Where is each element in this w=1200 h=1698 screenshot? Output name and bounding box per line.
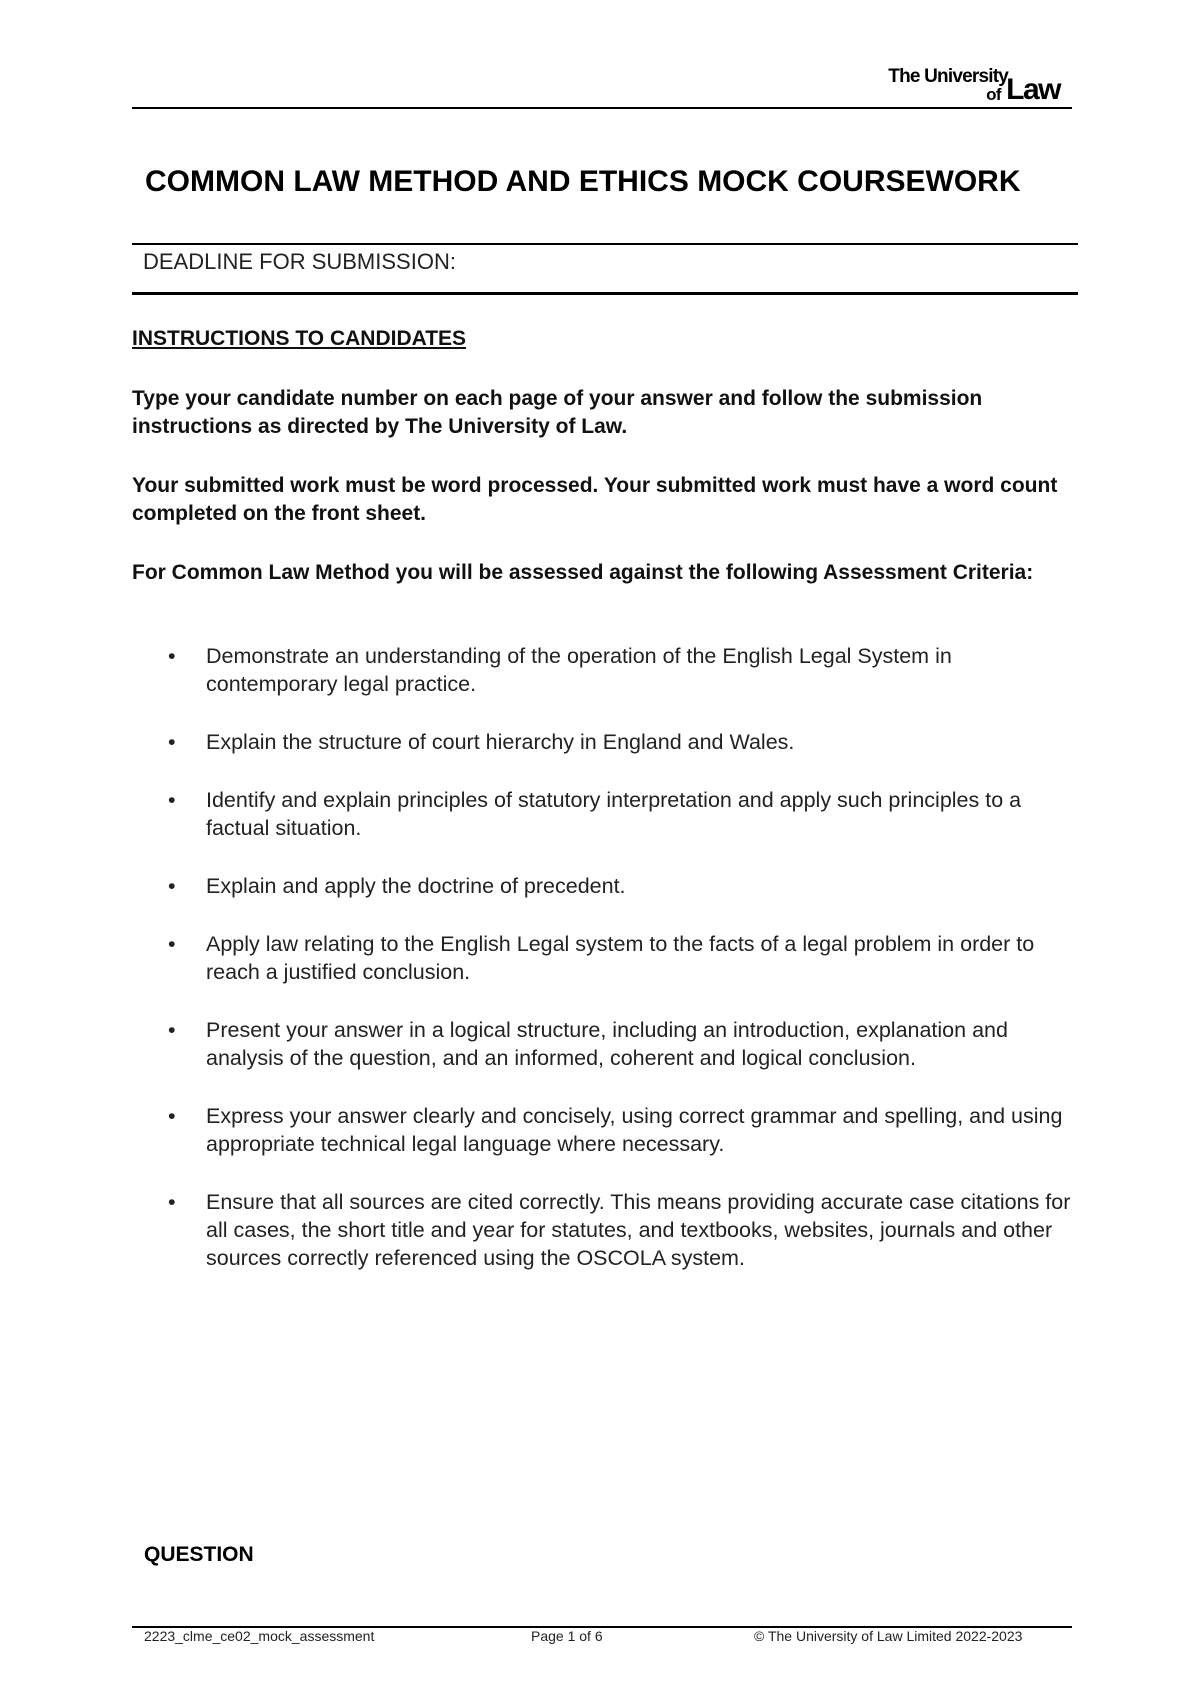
list-item — [132, 642, 1072, 698]
bullet-icon: • — [168, 644, 176, 668]
bullet-icon: • — [168, 932, 176, 956]
criterion-text: Identify and explain principles of statutory interpretation and apply such principles to a factual situation. — [206, 788, 1022, 840]
criterion-text: Explain and apply the doctrine of precedent. — [206, 874, 626, 898]
deadline-label: DEADLINE FOR SUBMISSION: — [143, 249, 456, 274]
criterion-text: Apply law relating to the English Legal system to the facts of a legal problem in order to reach a justified conclusion. — [206, 932, 1035, 984]
question-heading: QUESTION — [144, 1543, 254, 1566]
footer-copyright: © The University of Law Limited 2022-2023 — [754, 1628, 1023, 1644]
instruction-paragraph-1: Type your candidate number on each page of your answer and follow the submission instructions as directed by The University of Law. — [132, 387, 983, 438]
bullet-icon: • — [168, 730, 176, 754]
bullet-icon: • — [168, 874, 176, 898]
list-item — [132, 872, 1072, 900]
criterion-text: Ensure that all sources are cited correctly. This means providing accurate case citations for all cases, the short title and year for statutes, and textbooks, websites, journals and other sources correctly referenced using the OSCOLA system. — [206, 1190, 1071, 1270]
list-item — [132, 1188, 1072, 1272]
bullet-icon: • — [168, 1190, 176, 1214]
header-rule — [132, 107, 1072, 109]
bullet-icon: • — [168, 788, 176, 812]
footer-page-number: Page 1 of 6 — [531, 1628, 603, 1644]
instructions-heading: INSTRUCTIONS TO CANDIDATES — [132, 327, 467, 350]
footer-file-ref: 2223_clme_ce02_mock_assessment — [144, 1628, 375, 1644]
bullet-icon: • — [168, 1104, 176, 1128]
list-item — [132, 786, 1072, 842]
logo-line2: of — [986, 85, 1001, 104]
criterion-text: Express your answer clearly and concisely, using correct grammar and spelling, and using appropriate technical legal language where necessary. — [206, 1104, 1063, 1156]
document-title: COMMON LAW METHOD AND ETHICS MOCK COURSEWORK — [145, 165, 1021, 198]
deadline-rule — [132, 292, 1078, 295]
list-item — [132, 1016, 1072, 1072]
criterion-text: Demonstrate an understanding of the operation of the English Legal System in contemporary legal practice. — [206, 644, 952, 696]
list-item — [132, 728, 1072, 756]
bullet-icon: • — [168, 1018, 176, 1042]
list-item — [132, 930, 1072, 986]
logo-line1: The University — [888, 66, 1008, 87]
assessment-criteria-list — [132, 642, 1072, 1302]
criterion-text: Explain the structure of court hierarchy in England and Wales. — [206, 730, 795, 754]
instruction-paragraph-2: Your submitted work must be word processed. Your submitted work must have a word count completed on the front sheet. — [132, 474, 1058, 525]
logo-line3: Law — [1006, 73, 1060, 106]
title-rule — [132, 243, 1078, 245]
instruction-paragraph-3: For Common Law Method you will be assessed against the following Assessment Criteria: — [132, 561, 1034, 584]
list-item — [132, 1102, 1072, 1158]
criterion-text: Present your answer in a logical structure, including an introduction, explanation and analysis of the question, and an informed, coherent and logical conclusion. — [206, 1018, 1008, 1070]
university-logo — [856, 66, 1060, 106]
